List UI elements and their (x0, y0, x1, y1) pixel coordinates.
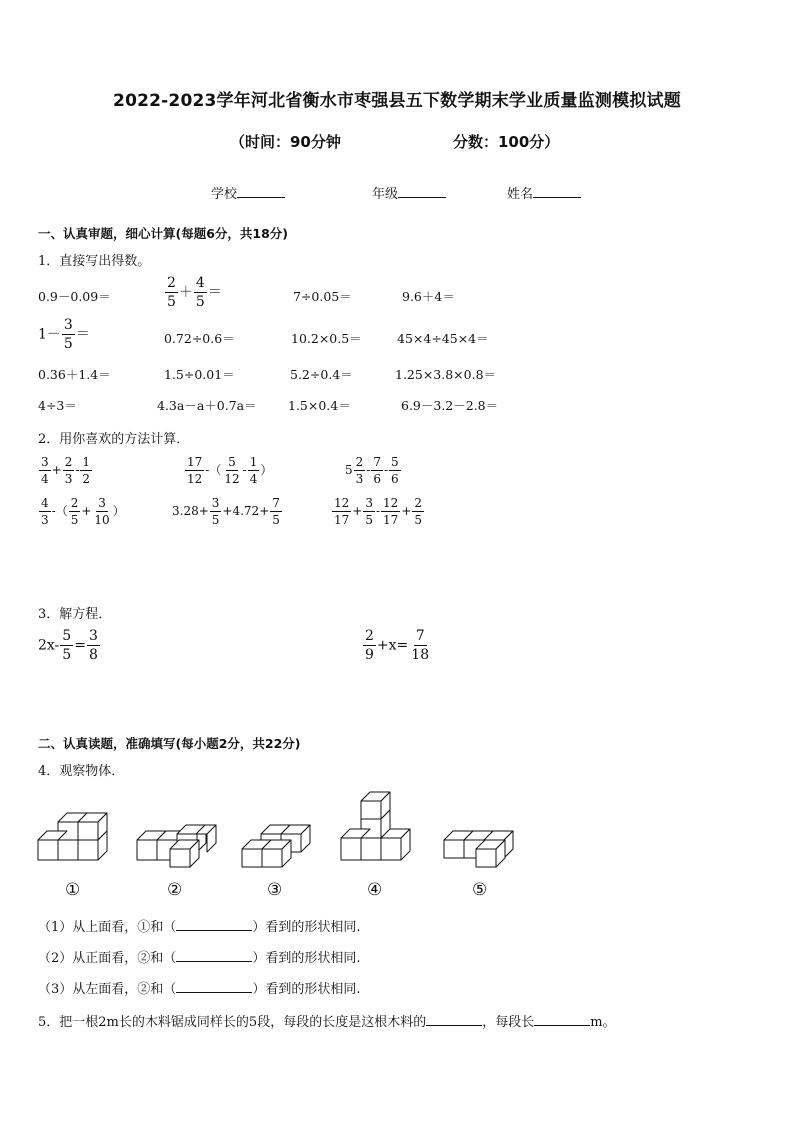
answer-blank[interactable] (534, 1014, 590, 1026)
answer-blank[interactable] (176, 950, 252, 962)
q3-title: 3．解方程． (38, 607, 112, 622)
q1-item: 7÷0.05＝ (293, 289, 352, 304)
cube-figure-1 (38, 813, 107, 860)
cube-figure-5 (444, 831, 513, 867)
q5-text: 5．把一根2m长的木料锯成同样长的5段，每段的长度是这根木料的 ，每段长 m。 (38, 1015, 616, 1030)
cube-figure-4 (341, 792, 410, 860)
answer-blank[interactable] (176, 981, 252, 993)
q2-expression: $\frac{3}{4}$ + $\frac{2}{3}$ - $\frac{1}{2}$ (41, 455, 91, 486)
grade-label: 年级 (372, 187, 399, 202)
q1-item: 4÷3＝ (38, 398, 77, 413)
q2-title: 2．用你喜欢的方法计算． (38, 432, 190, 447)
section2-heading: 二、认真读题，准确填写(每小题2分，共22分) (38, 736, 301, 751)
figure-label: ③ (267, 880, 283, 900)
q1-item: 4.3a－a＋0.7a＝ (157, 398, 257, 413)
q4-subquestion-1: （1）从上面看，①和（ ）看到的形状相同. (38, 920, 361, 935)
q1-item: 45×4÷45×4＝ (397, 331, 489, 346)
figure-label: ⑤ (472, 880, 488, 900)
q1-item: 6.9－3.2－2.8＝ (401, 398, 499, 413)
figure-label: ① (65, 880, 81, 900)
q1-item: 1.25×3.8×0.8＝ (395, 367, 497, 382)
cube-figure-2 (137, 825, 216, 867)
section1-heading: 一、认真审题，细心计算(每题6分，共18分) (38, 226, 289, 241)
answer-blank[interactable] (426, 1014, 482, 1026)
q4-subquestion-3: （3）从左面看，②和（ ）看到的形状相同. (38, 982, 361, 997)
q3-equation: $\frac{2}{9}$ +x= $\frac{7}{18}$ (365, 628, 430, 663)
q1-item: 9.6＋4＝ (402, 289, 455, 304)
q1-item: 1.5÷0.01＝ (164, 367, 235, 382)
q1-item: 0.9－0.09＝ (38, 289, 111, 304)
q1-item: 0.72÷0.6＝ (164, 331, 235, 346)
exam-score: 分数：100分） (453, 133, 560, 151)
q1-item: 0.36＋1.4＝ (38, 367, 111, 382)
q2-expression: $\frac{17}{12}$ -（ $\frac{5}{12}$ - $\frac{1}{4}$ ） (187, 455, 273, 486)
figure-label: ② (167, 880, 183, 900)
q2-expression: $\frac{4}{3}$ -（ $\frac{2}{5}$ + $\frac{3}{10}$ ） (41, 496, 125, 527)
q3-equation: 2x- $\frac{5}{5}$ = $\frac{3}{8}$ (38, 628, 98, 663)
q2-expression: $\frac{12}{17}$ + $\frac{3}{5}$ - $\frac{12}{17}$ + $\frac{2}{5}$ (334, 496, 423, 527)
cube-figure-3 (242, 825, 310, 867)
q1-fraction-item: 1－ $\frac{3}{5}$ ＝ (38, 317, 90, 352)
q4-subquestion-2: （2）从正面看，②和（ ）看到的形状相同. (38, 951, 361, 966)
q1-title: 1．直接写出得数。 (38, 254, 151, 269)
q1-fraction-item: $\frac{2}{5}$ ＋ $\frac{4}{5}$ ＝ (167, 275, 222, 310)
q1-item: 1.5×0.4＝ (288, 398, 351, 413)
exam-time: （时间：90分钟 (230, 133, 341, 151)
q4-title: 4．观察物体． (38, 764, 125, 779)
q2-expression: 3.28+ $\frac{3}{5}$ +4.72+ $\frac{7}{5}$ (172, 496, 280, 527)
school-label: 学校 (211, 187, 238, 202)
page-title: 2022-2023学年河北省衡水市枣强县五下数学期末学业质量监测模拟试题 (113, 91, 681, 111)
name-label: 姓名 (507, 187, 534, 202)
answer-blank[interactable] (176, 919, 252, 931)
figure-label: ④ (367, 880, 383, 900)
q2-expression: 5 $\frac{2}{3}$ - $\frac{7}{6}$ - $\frac{5}{6}$ (345, 455, 399, 486)
q1-item: 5.2÷0.4＝ (290, 367, 353, 382)
q1-item: 10.2×0.5＝ (291, 331, 362, 346)
